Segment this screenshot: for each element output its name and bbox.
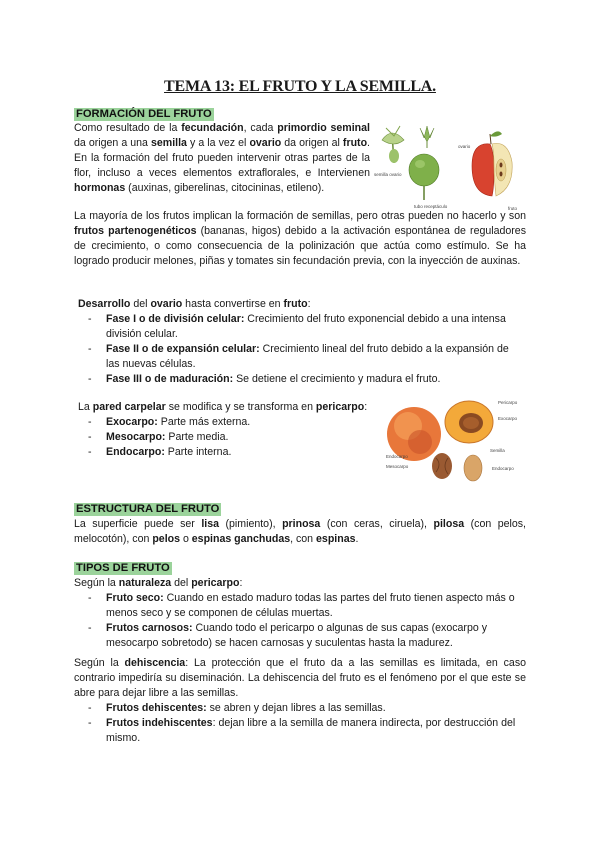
text-run: pericarpo [191,577,240,589]
list-item-indehiscentes [88,716,524,746]
text-run: primordio seminal [277,122,370,134]
naturaleza-intro [74,576,526,591]
capas-list [88,415,368,460]
text-run: hasta convertirse en [182,298,284,310]
text-run: hormonas [74,182,126,194]
text-run: espinas [316,533,356,545]
text-run: , cada [243,122,278,134]
text-run: lisa [201,518,219,530]
list-item-fase-2 [88,342,524,372]
list-item-fase-1 [88,312,524,342]
text-run: Fruto seco: [106,592,164,604]
text-run: (auxinas, giberelinas, citocininas, etileno). [125,182,325,194]
cut-peach-illustration [445,401,493,443]
text-run: pilosa [433,518,465,530]
list-item-mesocarpo [88,430,368,445]
bud-illustration [420,126,434,148]
text-run: La superficie puede ser [74,518,202,530]
text-run: espinas ganchudas [191,533,291,545]
peach-label-3: Semilla [490,448,505,453]
text-run: ovario [249,137,282,149]
text-run: y a la vez el [186,137,250,149]
text-run: Parte interna. [164,446,232,458]
text-run: La [78,401,93,413]
text-run: Fase II o de expansión celular: [106,343,260,355]
text-run: Se detiene el crecimiento y madura el fruto. [233,373,441,385]
text-run: Endocarpo: [106,446,165,458]
list-item-endocarpo [88,445,368,460]
page-title: TEMA 13: EL FRUTO Y LA SEMILLA. [164,78,436,95]
heading-tipos: TIPOS DE FRUTO [76,562,170,574]
text-run: da origen al [281,137,343,149]
peach-label-2: Exocarpo [498,416,518,421]
apple-illustration [472,131,512,196]
list-item-dehiscentes [88,701,524,716]
text-run: Según la [74,577,119,589]
text-run: pelos [152,533,180,545]
text-run: fruto [342,137,368,149]
text-run: del [130,298,151,310]
text-run: Como resultado de la [74,122,182,134]
list-item-fruto-seco [88,591,524,621]
text-run: da origen a una [74,137,152,149]
text-run: : [239,577,243,589]
text-run: pared carpelar [92,401,166,413]
text-run: , con [290,533,317,545]
text-run: Crecimiento lineal del fruto debido a la expansión de las nuevas células. [106,343,509,370]
text-run: dehiscencia [124,657,186,669]
formacion-paragraph-2 [74,209,526,269]
peach-pericarp-figure [384,394,530,486]
formacion-paragraph-1 [74,121,370,196]
text-run: : La protección que el fruto da a las semillas es limitada, en caso contrario impediría su diseminación. La dehiscencia del fruto es el fenómeno por el que este se abre para dejar libre a las semillas. [74,657,527,699]
dehiscencia-paragraph [74,656,526,701]
text-run: Fase III o de maduración: [106,373,234,385]
text-run: Frutos carnosos: [106,622,193,634]
text-run: Frutos dehiscentes: [106,702,207,714]
text-run: (con ceras, ciruela), [320,518,434,530]
text-run: Frutos indehiscentes [106,717,213,729]
text-run: (bananas, higos) debido a la activación espontánea de reguladores de crecimiento, o como consecuencia de la polinización que actúa como estímulo. Se ha logrado producir melones, piñas y tomates sin fecundación previa, con la inyección de auxinas. [74,225,526,267]
peach-label-5: Mesocarpo [386,464,409,469]
text-run: : dejan libre a la semilla de manera indirecta, por destrucción del mismo. [106,717,516,744]
apple-formation-figure [372,118,522,213]
whole-peach-illustration [387,407,441,461]
heading-estructura: ESTRUCTURA DEL FRUTO [76,503,220,515]
text-run: Fase I o de división celular: [106,313,245,325]
text-run: Crecimiento del fruto exponencial debido a una intensa división celular. [106,313,506,340]
list-item-exocarpo [88,415,368,430]
ovary-illustration [409,154,439,200]
text-run: Parte media. [165,431,229,443]
fases-list [88,312,524,387]
text-run: o [180,533,192,545]
text-run: Exocarpo: [106,416,158,428]
text-run: se modifica y se transforma en [165,401,316,413]
peach-label-4: Endocarpo [386,454,408,459]
text-run: fecundación [181,122,244,134]
text-run: : [307,298,311,310]
text-run: frutos partenogenéticos [74,225,197,237]
apple-label-4: fruto [508,206,518,211]
text-run: (pimiento), [219,518,283,530]
list-item-frutos-carnosos [88,621,524,651]
text-run: del [171,577,192,589]
text-run: Parte más externa. [157,416,251,428]
naturaleza-list [88,591,524,651]
text-run: pericarpo [315,401,365,413]
apple-label-2: ovario [458,144,471,149]
pit-illustration [432,453,452,479]
text-run: Cuando todo el pericarpo o algunas de sus capas (exocarpo y mesocarpo sobretodo) se hacen carnosas y suculentas hasta la madurez. [106,622,487,649]
peach-label-1: Pericarpo [498,400,518,405]
text-run: fruto [283,298,308,310]
text-run: (con pelos, melocotón), con [74,518,526,545]
text-run: semilla [151,137,187,149]
text-run: Según la [74,657,125,669]
apple-label-3: tubo receptáculo [414,204,448,209]
text-run: . En la formación del fruto pueden intervenir otras partes de la flor, incluso a veces elementos extraflorales, e Intervienen [74,137,370,179]
text-run: naturaleza [118,577,172,589]
apple-label-1: semilla ovario [374,172,402,177]
text-run: : [364,401,368,413]
text-run: Mesocarpo: [106,431,166,443]
text-run: . [355,533,359,545]
text-run: se abren y dejan libres a las semillas. [206,702,386,714]
heading-formacion: FORMACIÓN DEL FRUTO [76,108,212,120]
estructura-paragraph [74,517,526,547]
peach-label-6: Endocarpo [492,466,514,471]
text-run: prinosa [282,518,321,530]
list-item-fase-3 [88,372,524,387]
desarrollo-intro [78,297,530,312]
text-run: Cuando en estado maduro todas las partes del fruto tienen aspecto más o menos seco y se componen de células muertas. [106,592,515,619]
text-run: Desarrollo [78,298,131,310]
seed-illustration [464,455,482,481]
text-run: ovario [150,298,183,310]
dehiscencia-list [88,701,524,746]
text-run: La mayoría de los frutos implican la formación de semillas, pero otras pueden no hacerlo y son [74,210,526,222]
flower-illustration [382,126,404,163]
pared-intro [78,400,378,415]
